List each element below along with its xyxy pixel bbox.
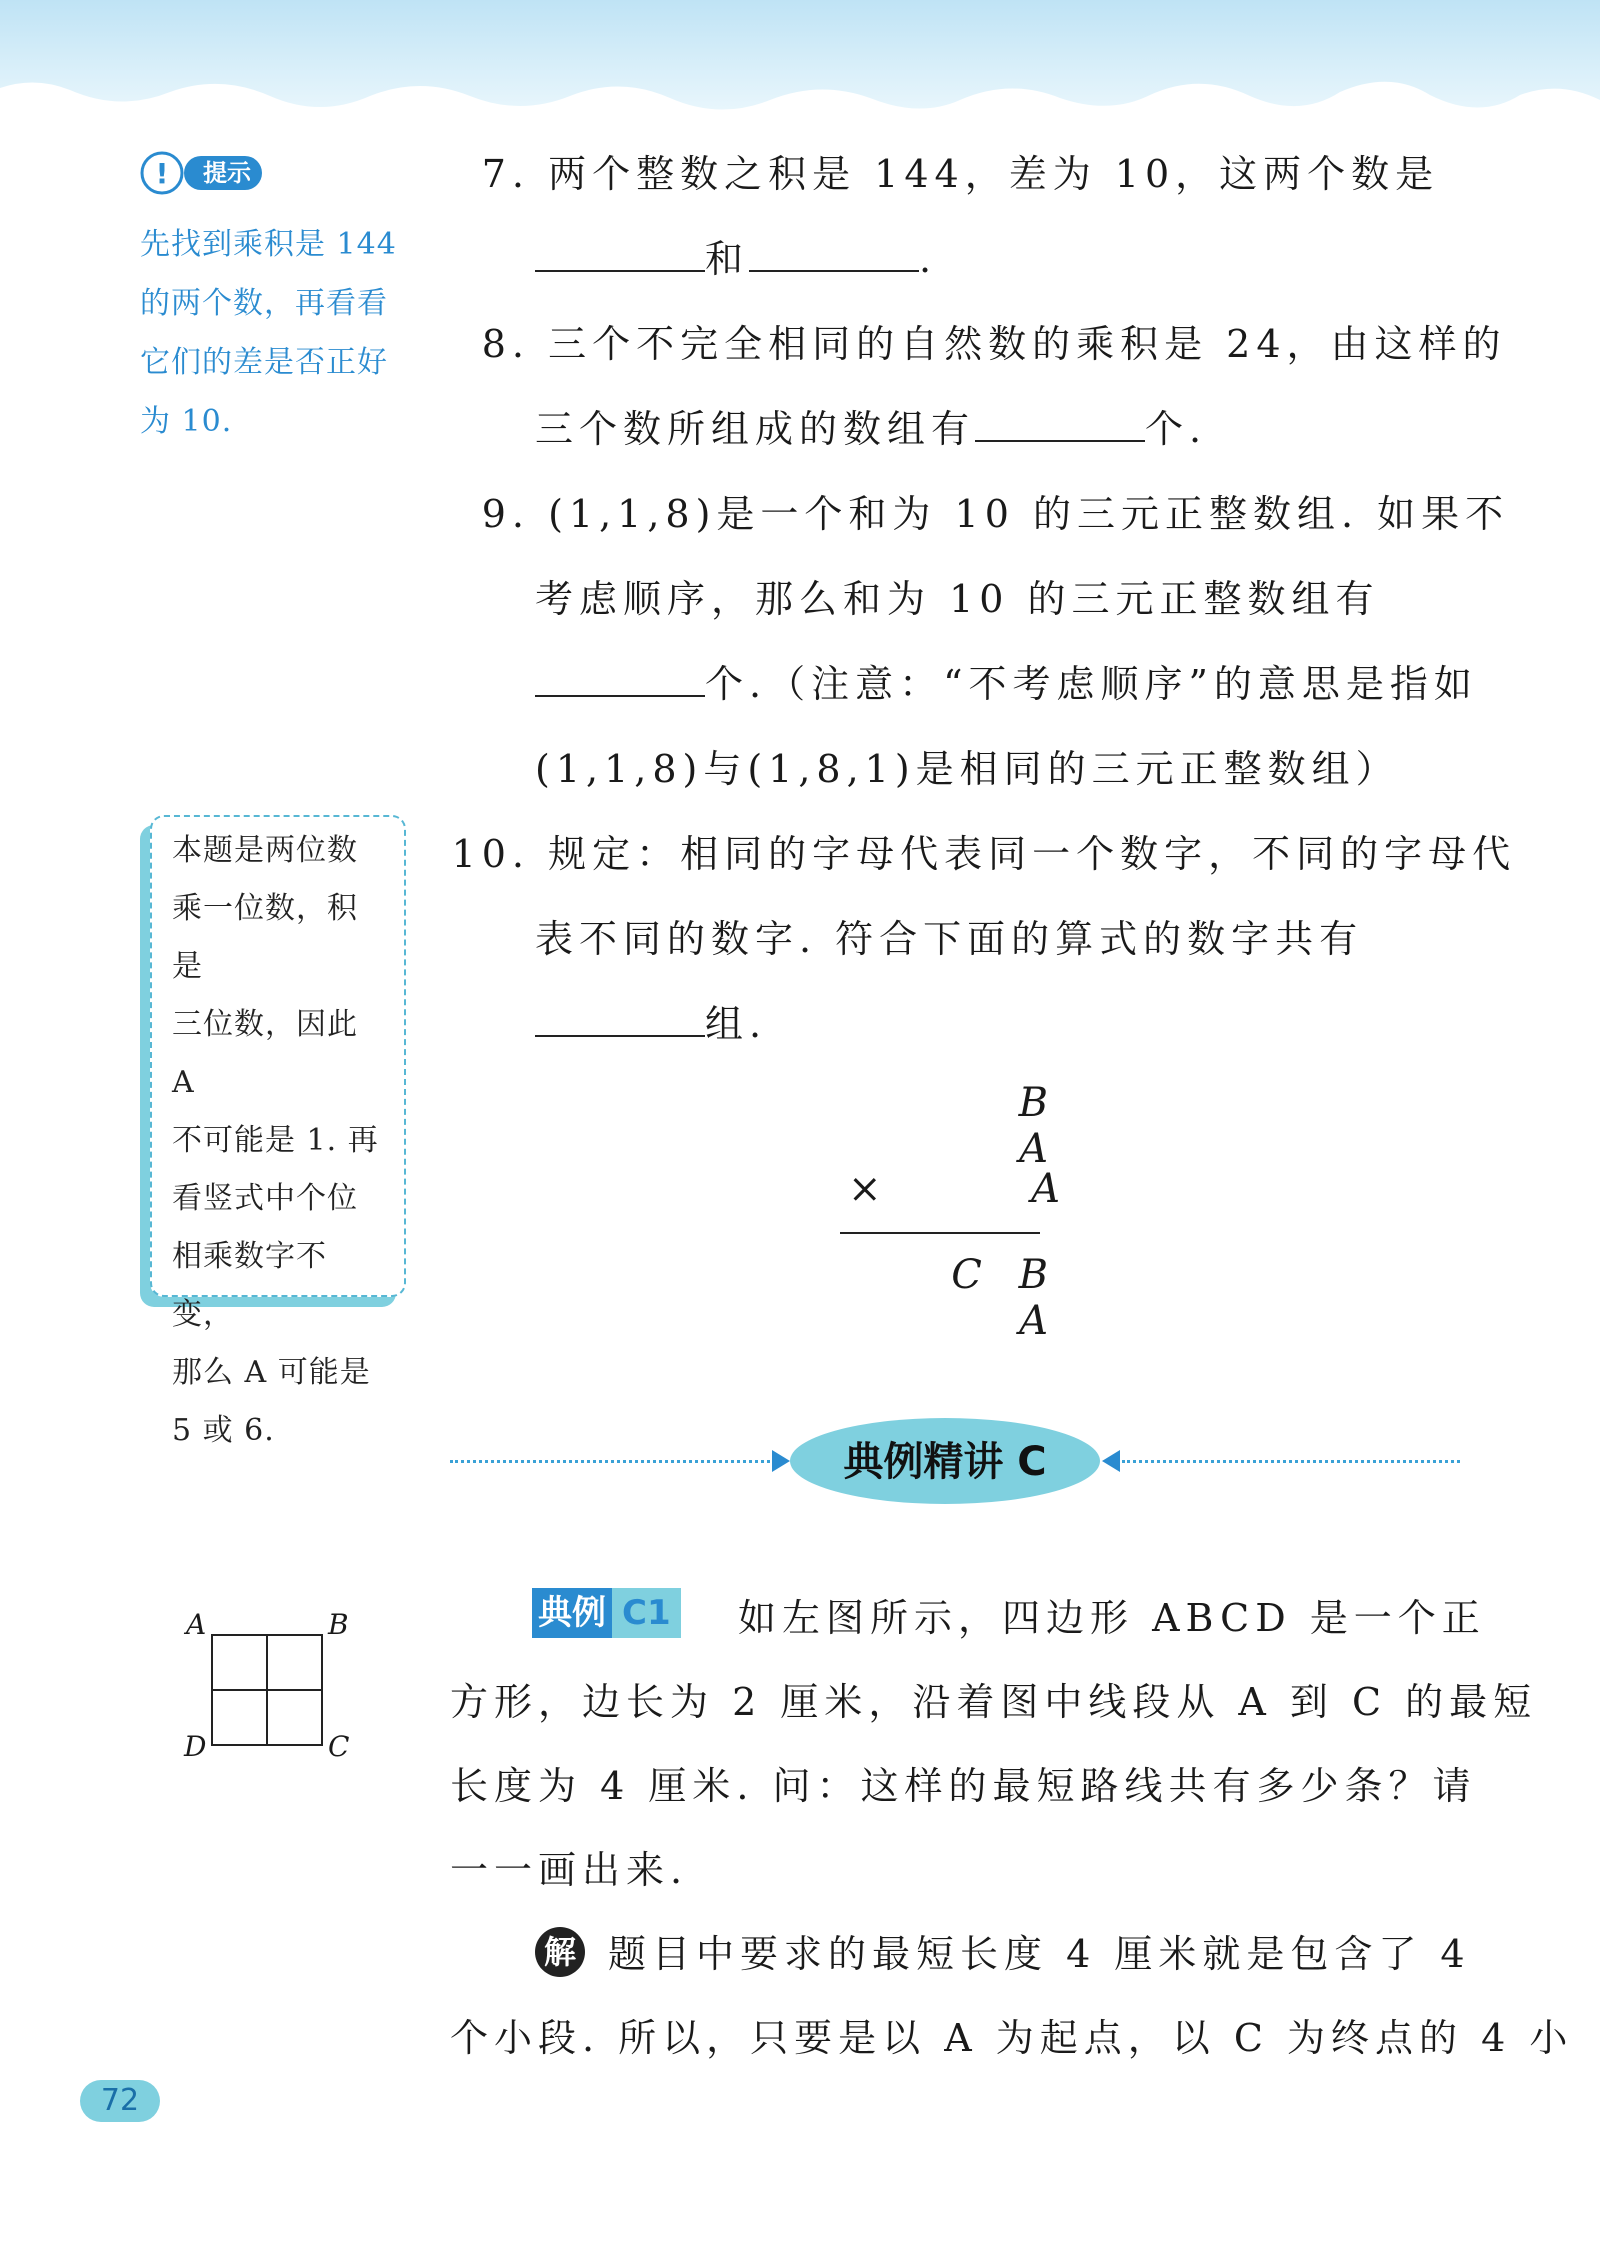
multiplier: A: [1031, 1166, 1060, 1212]
svg-text:!: !: [155, 157, 169, 190]
multiplicand: B A: [1018, 1080, 1060, 1172]
note-text: [172, 822, 387, 1460]
answer-blank[interactable]: [749, 230, 919, 272]
question-text: 组.: [705, 1002, 768, 1046]
example-line2: 方形，边长为 2 厘米，沿着图中线段从 A 到 C 的最短: [450, 1680, 1538, 1724]
answer-blank[interactable]: [535, 230, 705, 272]
page-number: 72: [80, 2080, 160, 2122]
vertex-label-d: D: [184, 1730, 207, 1763]
section-divider-left: [450, 1460, 770, 1463]
arrow-left-icon: [1102, 1450, 1120, 1472]
question-10-line2: 表不同的数字. 符合下面的算式的数字共有: [535, 917, 1364, 961]
hint-line: 的两个数，再看看: [140, 286, 388, 321]
question-10-line3: [535, 982, 767, 1067]
question-text: .: [919, 237, 938, 281]
answer-blank[interactable]: [975, 400, 1145, 442]
note-line: 相乘数字不变，: [172, 1239, 327, 1332]
question-9-line3: [535, 642, 1478, 727]
solution-line2: 个小段. 所以，只要是以 A 为起点，以 C 为终点的 4 小: [450, 2016, 1574, 2060]
multiply-sign: ×: [848, 1166, 882, 1212]
example-line3: 长度为 4 厘米. 问：这样的最短路线共有多少条？请: [450, 1764, 1477, 1808]
note-line: 那么 A 可能是: [172, 1355, 371, 1390]
hint-text: [140, 215, 415, 451]
question-text: 和: [705, 237, 750, 281]
note-line: 看竖式中个位: [172, 1181, 358, 1216]
example-badge-label: 典例: [532, 1588, 612, 1638]
vertex-label-a: A: [186, 1608, 207, 1641]
question-7-line2: [535, 217, 937, 302]
question-9-line4: (1,1,8)与(1,8,1)是相同的三元正整数组）: [535, 747, 1400, 791]
question-text: 个.: [1145, 407, 1208, 451]
note-line: 乘一位数，积是: [172, 891, 358, 984]
note-line: 本题是两位数: [172, 833, 358, 868]
section-divider-right: [1122, 1460, 1460, 1463]
example-line4: 一一画出来.: [450, 1848, 689, 1892]
question-number: 9.: [481, 492, 530, 536]
solution-badge: 解: [535, 1927, 585, 1977]
vertex-label-b: B: [328, 1608, 349, 1641]
note-line: 5 或 6.: [172, 1413, 275, 1448]
question-text: 个.（注意：“不考虑顺序”的意思是指如: [705, 662, 1478, 706]
question-8-line2: [535, 387, 1207, 472]
hint-line: 它们的差是否正好: [140, 345, 388, 380]
question-text: (1,1,8)是一个和为 10 的三元正整数组. 如果不: [548, 492, 1510, 536]
question-7-line1: [460, 132, 1439, 217]
question-9-line1: [460, 472, 1509, 557]
question-text: 三个数所组成的数组有: [535, 407, 976, 451]
answer-blank[interactable]: [535, 995, 705, 1037]
vertex-label-c: C: [328, 1730, 350, 1763]
question-number: 10.: [451, 832, 530, 876]
cloud-header-decoration: [0, 0, 1600, 130]
multiplication-rule: [840, 1232, 1040, 1234]
example-badge-code: C1: [612, 1588, 681, 1638]
question-text: 三个不完全相同的自然数的乘积是 24，由这样的: [548, 322, 1507, 366]
question-8-line1: [460, 302, 1507, 387]
question-number: 8.: [481, 322, 530, 366]
solution-line1: 题目中要求的最短长度 4 厘米就是包含了 4: [608, 1932, 1471, 1976]
example-badge: [532, 1588, 681, 1638]
hint-line: 为 10.: [140, 404, 233, 439]
question-10-line1: [445, 812, 1516, 897]
hint-badge-label: 提示: [203, 159, 251, 187]
arrow-right-icon: [772, 1450, 790, 1472]
question-text: 两个整数之积是 144，差为 10，这两个数是: [548, 152, 1440, 196]
section-title: 典例精讲 C: [843, 1439, 1047, 1485]
question-number: 7.: [481, 152, 530, 196]
example-line1: 如左图所示，四边形 ABCD 是一个正: [738, 1596, 1486, 1640]
question-text: 规定：相同的字母代表同一个数字，不同的字母代: [548, 832, 1517, 876]
answer-blank[interactable]: [535, 655, 705, 697]
hint-line: 先找到乘积是 144: [140, 227, 397, 262]
question-9-line2: 考虑顺序，那么和为 10 的三元正整数组有: [535, 577, 1380, 621]
note-line: 不可能是 1. 再: [172, 1123, 379, 1158]
note-line: 三位数，因此 A: [172, 1007, 358, 1100]
product: C B A: [951, 1252, 1060, 1344]
